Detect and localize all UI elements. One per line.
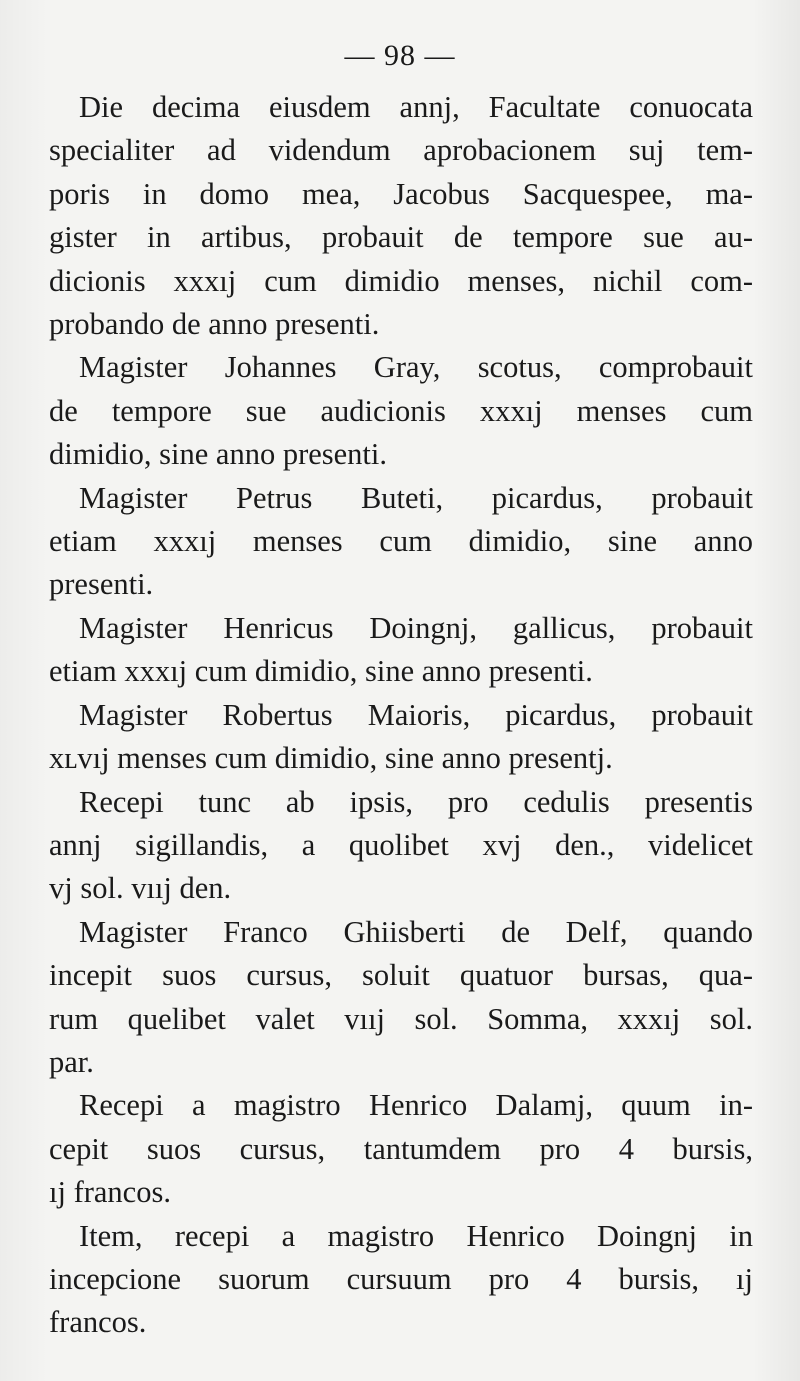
text-line: Magister Robertus Maioris, picardus, probauit xyxy=(79,697,753,732)
paragraph xyxy=(49,346,753,476)
text-line: poris in domo mea, Jacobus Sacquespee, ma- xyxy=(49,176,753,211)
paragraph xyxy=(49,1084,753,1214)
paragraph xyxy=(49,781,753,911)
text-line: Recepi tunc ab ipsis, pro cedulis presentis xyxy=(79,784,753,819)
body-text xyxy=(49,86,753,1345)
text-line: incepit suos cursus, soluit quatuor bursas, qua- xyxy=(49,958,753,993)
text-line: de tempore sue audicionis xxxıj menses cum xyxy=(49,393,753,428)
text-line: probando de anno presenti. xyxy=(49,307,380,342)
text-line: Die decima eiusdem annj, Facultate conuocata xyxy=(79,90,753,124)
text-line: etiam xxxıj cum dimidio, sine anno presenti. xyxy=(49,654,593,689)
text-line: Magister Petrus Buteti, picardus, probauit xyxy=(79,480,753,515)
paragraph xyxy=(49,607,753,694)
text-line: specialiter ad videndum aprobacionem suj tem- xyxy=(49,133,753,168)
paragraph xyxy=(49,1215,753,1345)
text-line: xʟvıj menses cum dimidio, sine anno presentj. xyxy=(49,741,613,776)
text-line: dicionis xxxıj cum dimidio menses, nichil com- xyxy=(49,263,753,298)
text-line: Recepi a magistro Henrico Dalamj, quum in- xyxy=(79,1088,753,1123)
paragraph xyxy=(49,477,753,607)
text-line: presenti. xyxy=(49,567,154,602)
page-number: — 98 — xyxy=(344,39,456,72)
text-line: Magister Henricus Doingnj, gallicus, probauit xyxy=(79,610,753,645)
text-line: dimidio, sine anno presenti. xyxy=(49,437,387,472)
text-line: Magister Johannes Gray, scotus, comprobauit xyxy=(79,350,753,385)
text-line: annj sigillandis, a quolibet xvj den., videlicet xyxy=(49,827,753,862)
paragraph xyxy=(49,911,753,1085)
text-line: vj sol. vııj den. xyxy=(49,871,232,906)
text-line: rum quelibet valet vııj sol. Somma, xxxıj sol. xyxy=(49,1001,753,1036)
paragraph xyxy=(49,86,753,346)
text-line: ıj francos. xyxy=(49,1175,171,1210)
text-line: incepcione suorum cursuum pro 4 bursis, ıj xyxy=(49,1261,753,1296)
text-line: cepit suos cursus, tantumdem pro 4 bursis, xyxy=(49,1131,753,1166)
paragraph xyxy=(49,694,753,781)
text-line: etiam xxxıj menses cum dimidio, sine anno xyxy=(49,524,753,559)
text-line: francos. xyxy=(49,1305,147,1340)
text-line: par. xyxy=(49,1044,94,1079)
text-line: Magister Franco Ghiisberti de Delf, quando xyxy=(79,914,753,949)
text-line: gister in artibus, probauit de tempore sue au- xyxy=(49,220,753,255)
text-line: Item, recepi a magistro Henrico Doingnj in xyxy=(79,1218,753,1253)
